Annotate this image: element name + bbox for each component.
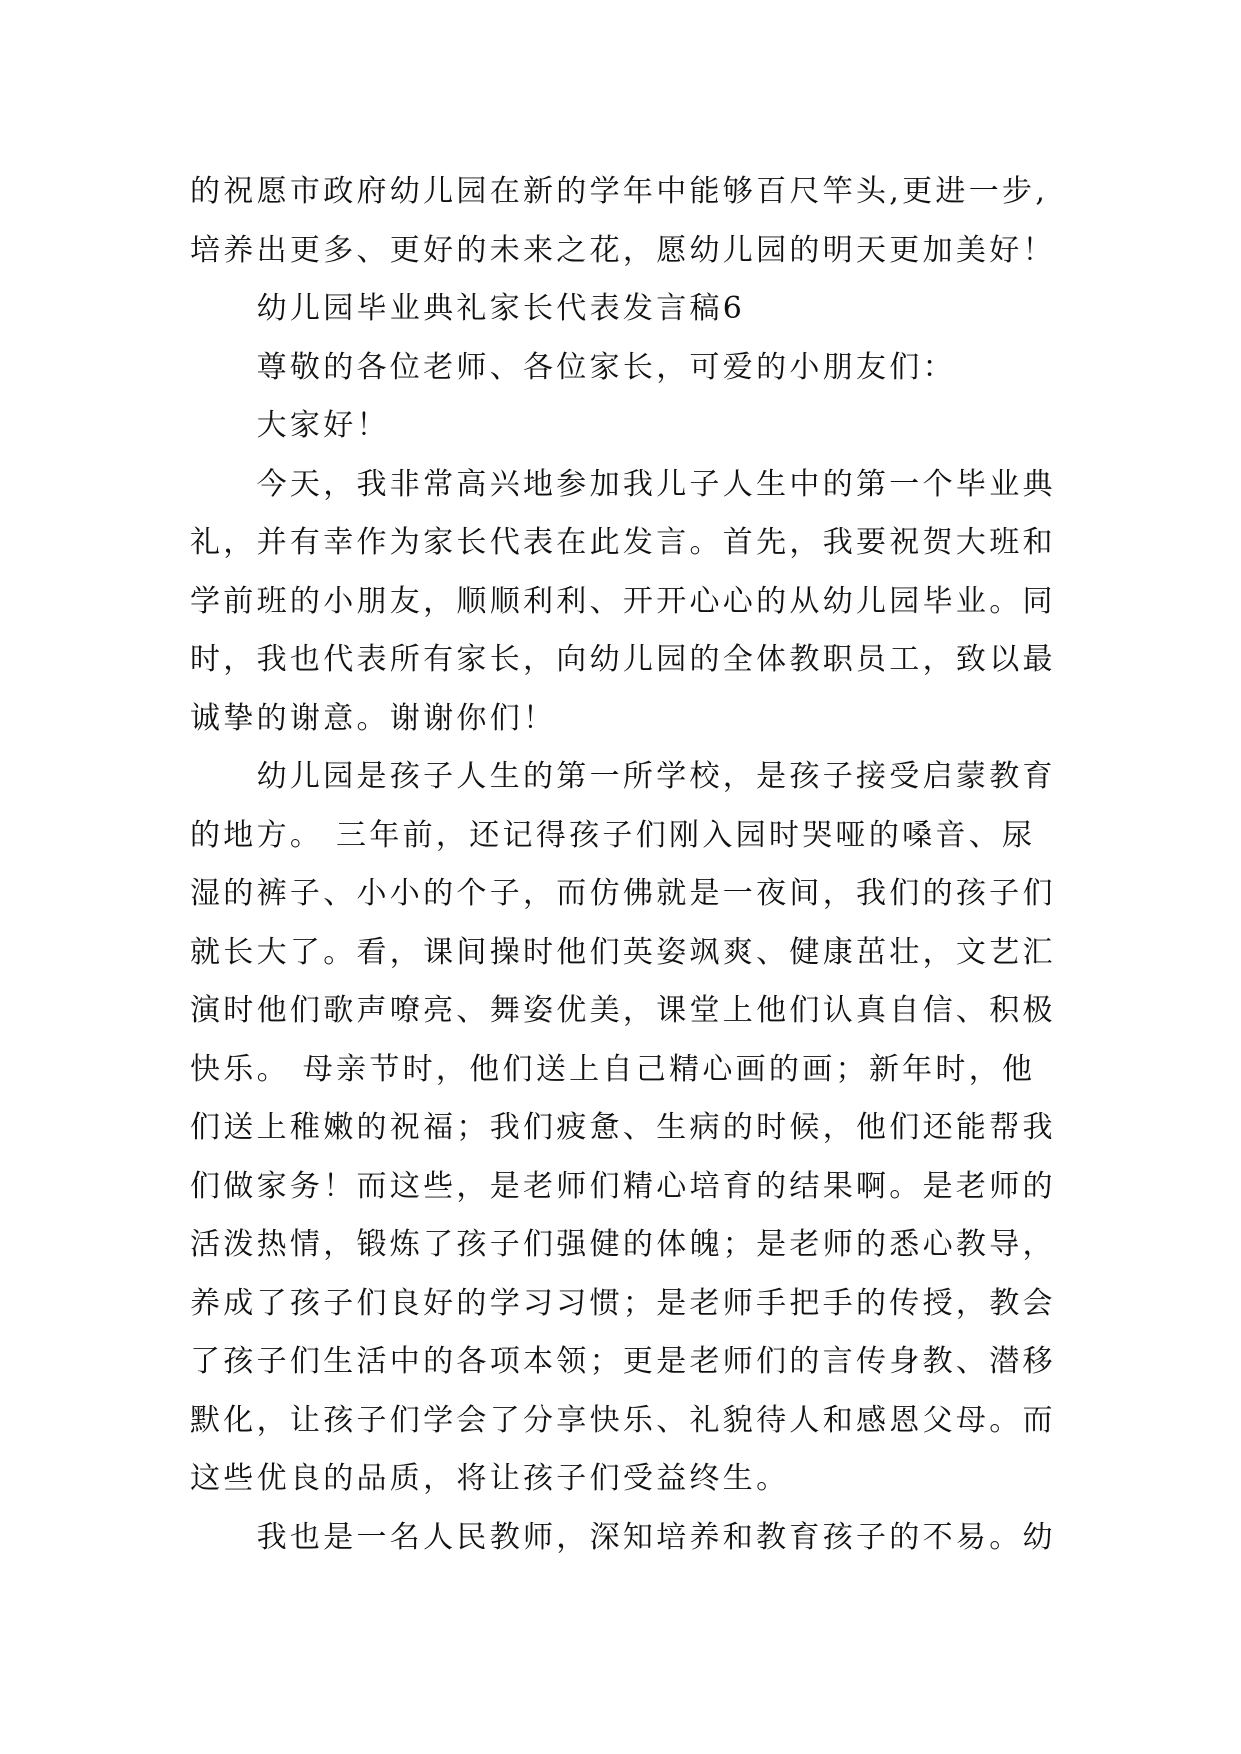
document-body [190, 163, 1100, 1567]
greeting: 大家好！ [256, 408, 390, 443]
text-line: 活泼热情，锻炼了孩子们强健的体魄；是老师的悉心教导， [190, 1227, 1056, 1262]
text-line: 这些优良的品质，将让孩子们受益终生。 [190, 1461, 790, 1496]
text-line: 默化，让孩子们学会了分享快乐、礼貌待人和感恩父母。而 [190, 1402, 1056, 1438]
text-line: 学前班的小朋友，顺顺利利、开开心心的从幼儿园毕业。同 [190, 583, 1056, 619]
text-line: 就长大了。看，课间操时他们英姿飒爽、健康茁壮，文艺汇 [190, 934, 1056, 970]
text-line: 培养出更多、更好的未来之花，愿幼儿园的明天更加美好！ [190, 232, 1056, 268]
paragraph [190, 748, 1100, 1509]
text-line: 快乐。 母亲节时，他们送上自己精心画的画；新年时，他 [190, 1051, 1036, 1087]
text-line: 养成了孩子们良好的学习习惯；是老师手把手的传授，教会 [190, 1285, 1056, 1321]
text-line: 诚挚的谢意。谢谢你们！ [190, 700, 557, 736]
text-line: 们送上稚嫩的祝福；我们疲惫、生病的时候，他们还能帮我 [190, 1110, 1056, 1145]
text-line: 的祝愿市政府幼儿园在新的学年中能够百尺竿头,更进一步, [190, 174, 1049, 209]
section-heading: 幼儿园毕业典礼家长代表发言稿6 [256, 291, 746, 326]
text-line: 演时他们歌声嘹亮、舞姿优美，课堂上他们认真自信、积极 [190, 993, 1056, 1028]
text-line: 时，我也代表所有家长，向幼儿园的全体教职员工，致以最 [190, 642, 1056, 677]
text-line: 了孩子们生活中的各项本领；更是老师们的言传身教、潜移 [190, 1344, 1056, 1379]
text-line: 湿的裤子、小小的个子，而仿佛就是一夜间，我们的孩子们 [190, 876, 1056, 911]
paragraph [190, 456, 1100, 749]
text-line: 的地方。 三年前，还记得孩子们刚入园时哭哑的嗓音、尿 [190, 817, 1036, 853]
text-line: 礼，并有幸作为家长代表在此发言。首先，我要祝贺大班和 [190, 525, 1056, 560]
text-line: 我也是一名人民教师，深知培养和教育孩子的不易。幼 [256, 1519, 1056, 1555]
salutation: 尊敬的各位老师、各位家长，可爱的小朋友们： [256, 349, 956, 385]
text-line: 们做家务！而这些，是老师们精心培育的结果啊。是老师的 [190, 1168, 1056, 1204]
text-line: 今天，我非常高兴地参加我儿子人生中的第一个毕业典 [256, 466, 1056, 502]
text-line: 幼儿园是孩子人生的第一所学校，是孩子接受启蒙教育 [256, 759, 1056, 794]
paragraph [190, 1509, 1100, 1568]
continued-paragraph [190, 163, 1100, 280]
